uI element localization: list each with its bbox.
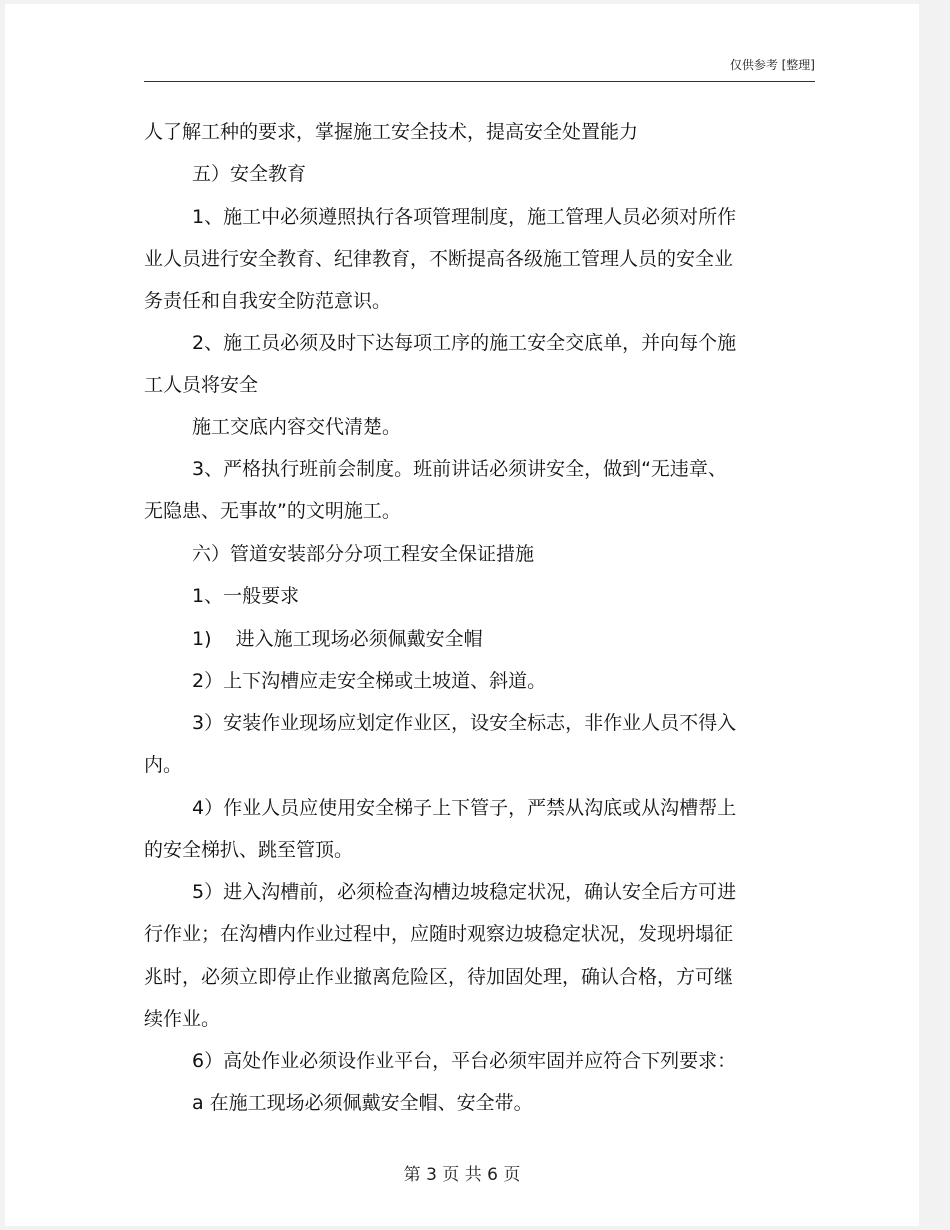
paragraph-line: 人了解工种的要求，掌握施工安全技术，提高安全处置能力: [144, 121, 639, 143]
header-rule: [144, 81, 815, 82]
paragraph-line: 兆时，必须立即停止作业撤离危险区，待加固处理，确认合格，方可继: [144, 966, 734, 988]
list-item: 6）高处作业必须设作业平台，平台必须牢固并应符合下列要求：: [192, 1050, 737, 1072]
paragraph-line: 3、严格执行班前会制度。班前讲话必须讲安全，做到“无违章、: [192, 458, 727, 480]
paragraph-line: 施工交底内容交代清楚。: [192, 416, 402, 438]
list-item: 5）进入沟槽前，必须检查沟槽边坡稳定状况，确认安全后方可进: [192, 881, 737, 903]
list-item: 4）作业人员应使用安全梯子上下管子，严禁从沟底或从沟槽帮上: [192, 797, 737, 819]
subsection-heading: 1、一般要求: [192, 585, 300, 607]
paragraph-line: 2、施工员必须及时下达每项工序的施工安全交底单，并向每个施: [192, 332, 737, 354]
paragraph-line: 务责任和自我安全防范意识。: [144, 290, 392, 312]
paragraph-line: 内。: [144, 754, 183, 776]
list-item: 1) 进入施工现场必须佩戴安全帽: [192, 628, 483, 650]
section-heading: 六）管道安装部分分项工程安全保证措施: [192, 543, 535, 565]
paragraph-line: 行作业；在沟槽内作业过程中，应随时观察边坡稳定状况，发现坍塌征: [144, 923, 734, 945]
page-footer: 第 3 页 共 6 页: [403, 1165, 521, 1185]
list-item: a 在施工现场必须佩戴安全帽、安全带。: [192, 1092, 533, 1114]
paragraph-line: 1、施工中必须遵照执行各项管理制度，施工管理人员必须对所作: [192, 206, 737, 228]
document-page: [5, 4, 919, 1226]
paragraph-line: 无隐患、无事故”的文明施工。: [144, 500, 401, 522]
section-heading: 五）安全教育: [192, 163, 307, 185]
paragraph-line: 续作业。: [144, 1008, 221, 1030]
paragraph-line: 工人员将安全: [144, 374, 259, 396]
list-item: 2）上下沟槽应走安全梯或土坡道、斜道。: [192, 670, 547, 692]
paragraph-line: 的安全梯扒、跳至管顶。: [144, 839, 354, 861]
paragraph-line: 业人员进行安全教育、纪律教育，不断提高各级施工管理人员的安全业: [144, 248, 734, 270]
page-header: 仅供参考 [整理]: [729, 58, 815, 72]
list-item: 3）安装作业现场应划定作业区，设安全标志，非作业人员不得入: [192, 712, 737, 734]
